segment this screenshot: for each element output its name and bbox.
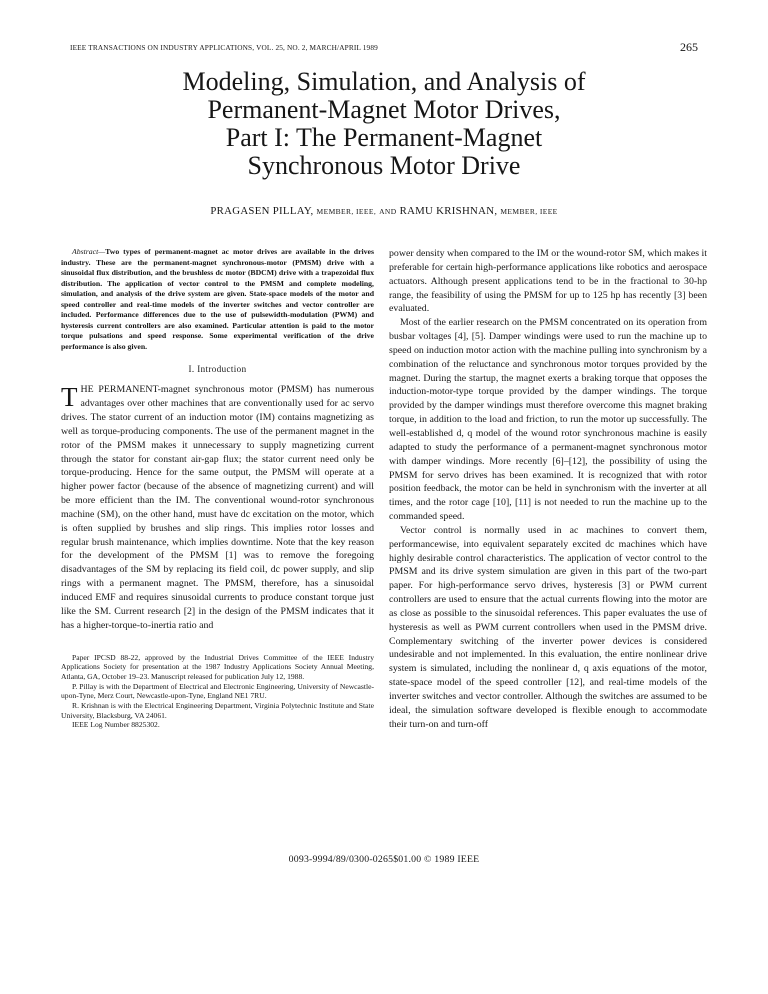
left-column bbox=[61, 247, 374, 730]
abstract-text: Two types of permanent-magnet ac motor drives are available in the drives industry. These are the permanent-magnet synchronous-motor (PMSM) drive with a sinusoidal flux distribution, and the brushless dc motor (BDCM) drive with a trapezoidal flux distribution. The application of vector control to the PMSM and complete modeling, simulation, and analysis of the drive system are given. State-space models of the motor and speed controller and real-time models of the inverter switches and vector controller are included. Performance differences due to the use of pulsewidth-modulation (PWM) and hysteresis current controllers are also examined. Particular attention is paid to the motor torque pulsations and speed response. Some experimental verification of the drive performance is also given. bbox=[61, 247, 374, 351]
paper-title bbox=[60, 68, 708, 180]
title-line: Part I: The Permanent-Magnet bbox=[225, 123, 543, 152]
drop-cap: T bbox=[61, 382, 78, 413]
body-paragraph: Most of the earlier research on the PMSM concentrated on its operation from busbar voltages [4], [5]. Damper windings were used to run the machine up to speed on induction motor action with the machine pulling into synchronism by a combination of the reluctance and synchronous motor torques provided by the magnet. During the startup, the magnet exerts a braking torque that opposes the induction-motor-type torque provided by the damper windings. The torque provided by the damper windings must therefore overcome this magnet braking torque, in addition to the load and friction, to run the motor up successfully. The well-established d, q model of the wound rotor synchronous machine is easily adapted to study the performance of a permanent-magnet synchronous motor with damper windings. More recently [6]–[12], the possibility of using the PMSM for servo drives has been examined. It is recognized that with rotor position feedback, the motor can be held in synchronism with the inverter at all times, and the rotor cage [10], [11] is not needed to run the machine up to the commanded speed. bbox=[389, 317, 707, 523]
right-column bbox=[389, 247, 707, 732]
author-grade: MEMBER, IEEE bbox=[500, 207, 558, 216]
abstract bbox=[61, 247, 374, 352]
footnote: R. Krishnan is with the Electrical Engineering Department, Virginia Polytechnic Institute and State University, Blacksburg, VA 24061. bbox=[61, 701, 374, 720]
author-grade: MEMBER, IEEE, bbox=[316, 207, 377, 216]
author-line bbox=[60, 205, 708, 217]
page-number: 265 bbox=[680, 40, 698, 54]
footnote: P. Pillay is with the Department of Electrical and Electronic Engineering, University of Newcastle-upon-Tyne, Merz Court, Newcastle-upon-Tyne, England NE1 7RU. bbox=[61, 681, 374, 701]
author-conjunction: AND bbox=[379, 207, 397, 216]
abstract-lead: Abstract— bbox=[72, 247, 106, 256]
body-paragraph: power density when compared to the IM or the wound-rotor SM, which makes it preferable for certain high-performance applications like robotics and aerospace actuators. Although present applications tend to be in the fractional to 30-hp range, the feasibility of using the PMSM for up to 125 hp has recently [3] been evaluated. bbox=[389, 248, 707, 315]
author-name: PRAGASEN PILLAY, bbox=[210, 205, 314, 217]
section-heading: I. Introduction bbox=[188, 364, 247, 375]
footnote: Paper IPCSD 88-22, approved by the Industrial Drives Committee of the IEEE Industry Applications Society for presentation at the 1987 Industry Applications Society Annual Meeting, Atlanta, GA, October 19–23. Manuscript released for publication July 12, 1988. bbox=[61, 652, 374, 681]
body-paragraph: Vector control is normally used in ac machines to convert them, performancewise, into equivalent separately excited dc machines which have highly desirable control characteristics. The application of vector control to the PMSM and its drive system simulation are given in this part of the two-part paper. For high-performance servo drives, hysteresis [3] or PWM current controllers are used to ensure that the actual currents flowing into the motor are as close as possible to the sinusoidal references. This paper evaluates the use of hysteresis as well as PWM current controllers when used in the PMSM drive. Complementary switching of the inverter power devices is considered undesirable and not implemented. In this evaluation, the entire nonlinear drive system is simulated, including the nonlinear d, q axis equations of the motor, state-space model of the speed controller [12], and real-time models of the inverter switches and vector controller. Although the switches are assumed to be ideal, the simulation software developed is flexible enough to accommodate their turn-on and turn-off bbox=[389, 524, 707, 730]
title-line: Permanent-Magnet Motor Drives, bbox=[207, 95, 561, 124]
running-head bbox=[70, 40, 698, 57]
copyright-footer: 0093-9994/89/0300-0265$01.00 © 1989 IEEE bbox=[288, 854, 480, 865]
author-name: RAMU KRISHNAN, bbox=[399, 205, 498, 217]
journal-citation: IEEE TRANSACTIONS ON INDUSTRY APPLICATIONS, VOL. 25, NO. 2, MARCH/APRIL 1989 bbox=[70, 43, 378, 52]
title-line: Synchronous Motor Drive bbox=[247, 151, 521, 180]
intro-paragraph bbox=[61, 383, 374, 632]
title-line: Modeling, Simulation, and Analysis of bbox=[182, 67, 586, 96]
footnote: IEEE Log Number 8825302. bbox=[72, 720, 160, 730]
footnotes bbox=[61, 653, 374, 731]
intro-text: HE PERMANENT-magnet synchronous motor (PMSM) has numerous advantages over other machines that are conventionally used for ac servo drives. The stator current of an induction motor (IM) contains magnetizing as well as torque-producing components. The use of the permanent magnet in the rotor of the PMSM makes it unnecessary to supply magnetizing current through the stator for constant air-gap flux; the stator current need only be torque-producing. Hence for the same output, the PMSM will operate at a higher power factor (because of the absence of magnetizing current) and will be more efficient than the IM. The conventional wound-rotor synchronous machine (SM), on the other hand, must have dc excitation on the motor, which is often supplied by brushes and slip rings. This implies rotor losses and regular brush maintenance, which implies downtime. Note that the key reason for the development of the PMSM [1] was to remove the foregoing disadvantages of the SM by replacing its field coil, dc power supply, and slip rings with a permanent magnet. The PMSM, therefore, has a sinusoidal induced EMF and requires sinusoidal currents to produce constant torque just like the SM. Current research [2] in the design of the PMSM indicates that it has a higher-torque-to-inertia ratio and bbox=[61, 384, 374, 631]
